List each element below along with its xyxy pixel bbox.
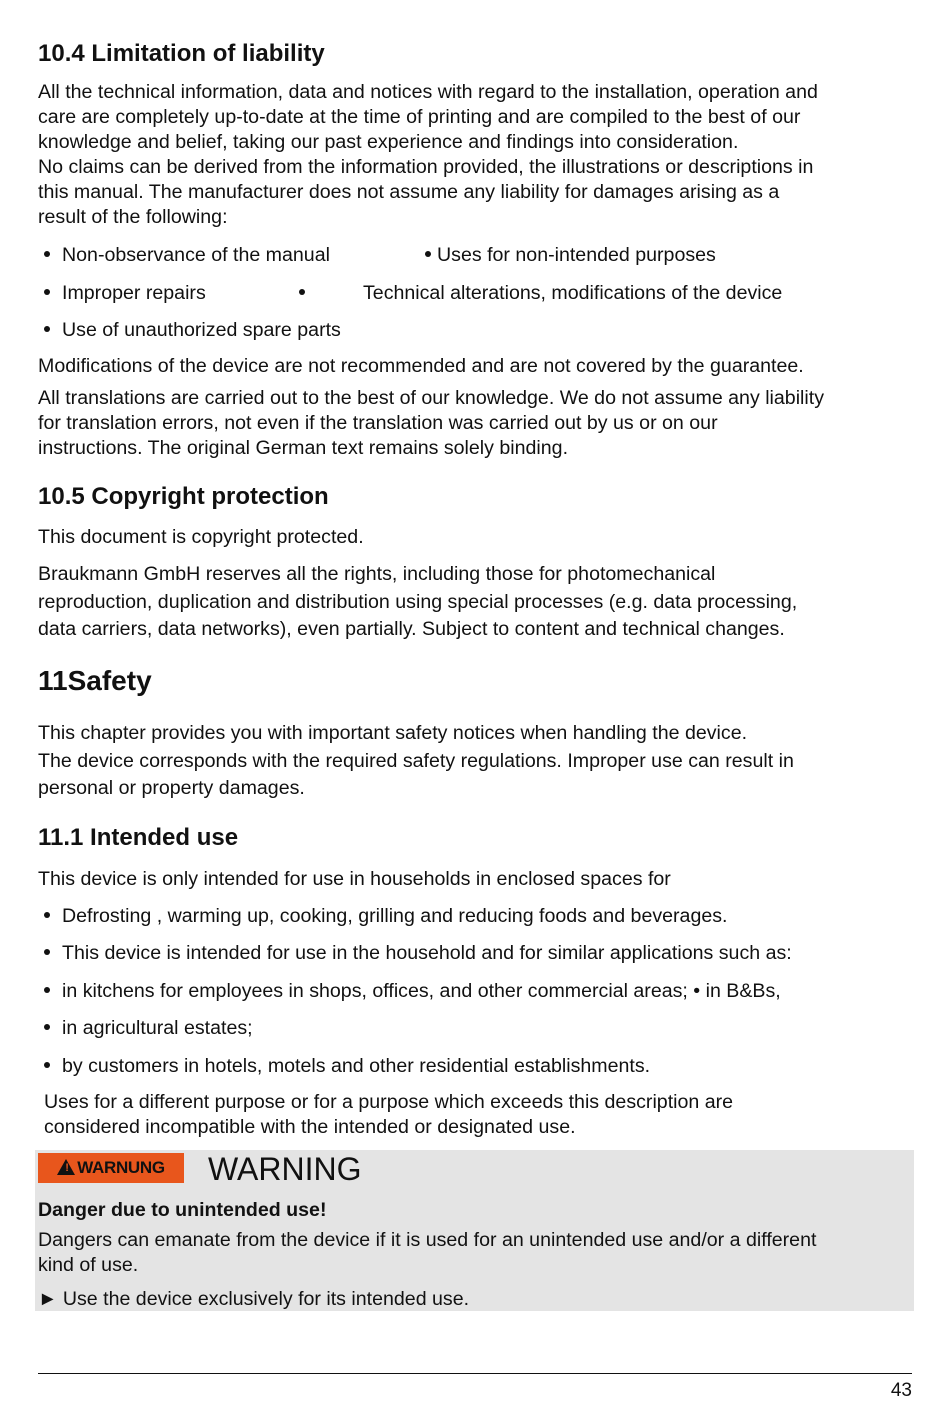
incompatible-use-paragraph: Uses for a different purpose or for a purpose which exceeds this description are considered incompatible with the intended or designated use.	[44, 1091, 734, 1138]
list-item: by customers in hotels, motels and other residential establishments.	[38, 1054, 650, 1079]
warning-triangle-icon: !	[57, 1159, 75, 1175]
footer-rule	[38, 1373, 912, 1374]
copyright-paragraph: This document is copyright protected.	[38, 526, 364, 548]
list-item: Uses for non-intended purposes	[421, 243, 716, 268]
list-item: in agricultural estates;	[38, 1016, 253, 1041]
page-number: 43	[890, 1380, 912, 1401]
modifications-paragraph: Modifications of the device are not recommended and are not covered by the guarantee.	[38, 355, 804, 377]
warning-text: Dangers can emanate from the device if it is used for an unintended use and/or a different kind of use.	[38, 1229, 817, 1276]
list-item: Improper repairs	[38, 281, 206, 306]
list-item: This device is intended for use in the household and for similar applications such as:	[38, 941, 792, 966]
bullet-icon	[44, 1062, 50, 1068]
bullet-icon	[44, 949, 50, 955]
warning-badge: ! WARNUNG	[38, 1153, 184, 1183]
list-item: Technical alterations, modifications of the device	[293, 281, 782, 306]
chapter-heading-11: 11Safety	[38, 665, 152, 696]
bullet-icon	[299, 289, 305, 295]
list-item: Defrosting , warming up, cooking, grilling and reducing foods and beverages.	[38, 904, 728, 929]
list-item: in kitchens for employees in shops, offices, and other commercial areas; • in B&Bs,	[38, 979, 781, 1004]
rights-paragraph: Braukmann GmbH reserves all the rights, including those for photomechanical reproduction, duplication and distribution using special processes (e.g. data processing, data carriers, data networks), even partially. Subject to content and technical changes.	[38, 563, 798, 640]
section-heading-10-4: 10.4 Limitation of liability	[38, 40, 325, 67]
bullet-icon	[44, 326, 50, 332]
liability-paragraph: All the technical information, data and notices with regard to the installation, operation and care are completely up-to-date at the time of printing and are compiled to the best of our knowledge and belief, taking our past experience and findings into consideration. No claims can be derived from the information provided, the illustrations or descriptions in this manual. The manufacturer does not assume any liability for damages arising as a result of the following:	[38, 81, 818, 228]
section-heading-11-1: 11.1 Intended use	[38, 824, 239, 851]
safety-paragraph: This chapter provides you with important safety notices when handling the device. The device corresponds with the required safety regulations. Improper use can result in personal or property damages.	[38, 722, 794, 799]
translations-paragraph: All translations are carried out to the best of our knowledge. We do not assume any liability for translation errors, not even if the translation was carried out by us or on our instructions. The original German text remains solely binding.	[38, 387, 824, 459]
warning-action: ► Use the device exclusively for its intended use.	[38, 1288, 470, 1310]
warning-box	[35, 1150, 914, 1311]
bullet-icon	[425, 251, 431, 257]
warning-title: WARNING	[208, 1151, 362, 1187]
bullet-icon	[44, 251, 50, 257]
warning-subtitle: Danger due to unintended use!	[38, 1199, 327, 1221]
bullet-icon	[44, 1024, 50, 1030]
bullet-icon	[44, 912, 50, 918]
list-item: Non-observance of the manual	[38, 243, 330, 268]
list-item: Use of unauthorized spare parts	[38, 318, 341, 343]
section-heading-10-5: 10.5 Copyright protection	[38, 483, 329, 510]
bullet-icon	[44, 289, 50, 295]
intended-use-paragraph: This device is only intended for use in households in enclosed spaces for	[38, 868, 671, 890]
bullet-icon	[44, 987, 50, 993]
